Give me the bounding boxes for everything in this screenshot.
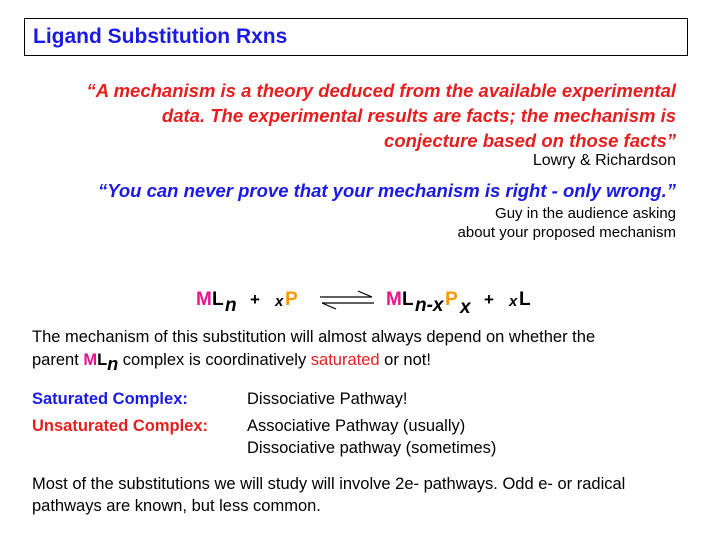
paragraph-line — [32, 348, 692, 374]
quote-mechanism — [16, 78, 676, 153]
ligand-symbol: L — [97, 351, 108, 369]
text-fragment: complex is coordinatively — [118, 351, 311, 369]
paragraph-line: Most of the substitutions we will study will involve 2e- pathways. Odd e- or radical — [32, 475, 626, 493]
subscript-x: x — [460, 297, 471, 318]
attribution-line: Guy in the audience asking — [495, 205, 676, 222]
attribution-guy — [458, 204, 676, 242]
subscript-n-minus-x: n-x — [415, 295, 444, 316]
saturated-label: Saturated Complex: — [32, 390, 188, 408]
equilibrium-arrows-icon — [318, 289, 376, 311]
ligand-symbol: L — [212, 289, 224, 310]
attribution-line: about your proposed mechanism — [457, 224, 676, 241]
metal-symbol: M — [83, 351, 98, 369]
plus-sign: + — [250, 290, 260, 309]
incoming-ligand-p: P — [285, 289, 298, 310]
paragraph-line: pathways are known, but less common. — [32, 497, 321, 515]
subscript-n: n — [225, 295, 237, 316]
quote-line: conjecture based on those facts” — [384, 130, 676, 151]
metal-symbol: M — [196, 289, 212, 310]
saturated-word: saturated — [310, 351, 380, 369]
unsaturated-value: Dissociative pathway (sometimes) — [247, 439, 497, 457]
text-fragment: or not! — [379, 351, 431, 369]
leaving-ligand-l: L — [519, 289, 531, 310]
coefficient-x: x — [275, 293, 284, 310]
paragraph-line: The mechanism of this substitution will almost always depend on whether the — [32, 328, 596, 346]
plus-sign: + — [484, 290, 494, 309]
quote-line: “A mechanism is a theory deduced from the available experimental — [86, 80, 676, 101]
subscript-n: n — [107, 354, 119, 374]
unsaturated-value: Associative Pathway (usually) — [247, 417, 466, 435]
metal-symbol: M — [386, 289, 402, 310]
page-title: Ligand Substitution Rxns — [33, 25, 288, 48]
mechanism-paragraph — [32, 326, 692, 374]
saturated-value: Dissociative Pathway! — [247, 390, 408, 408]
reaction-equation — [0, 285, 720, 325]
coefficient-x: x — [509, 293, 518, 310]
product-ligand-p: P — [445, 289, 458, 310]
unsaturated-label: Unsaturated Complex: — [32, 417, 209, 435]
ligand-symbol: L — [402, 289, 414, 310]
title-box — [24, 18, 688, 56]
pathways-paragraph — [32, 473, 692, 517]
attribution-lowry: Lowry & Richardson — [532, 152, 676, 169]
quote-prove: “You can never prove that your mechanism is right - only wrong.” — [97, 180, 676, 201]
text-fragment: parent — [32, 351, 84, 369]
quote-line: data. The experimental results are facts; the mechanism is — [161, 105, 676, 126]
